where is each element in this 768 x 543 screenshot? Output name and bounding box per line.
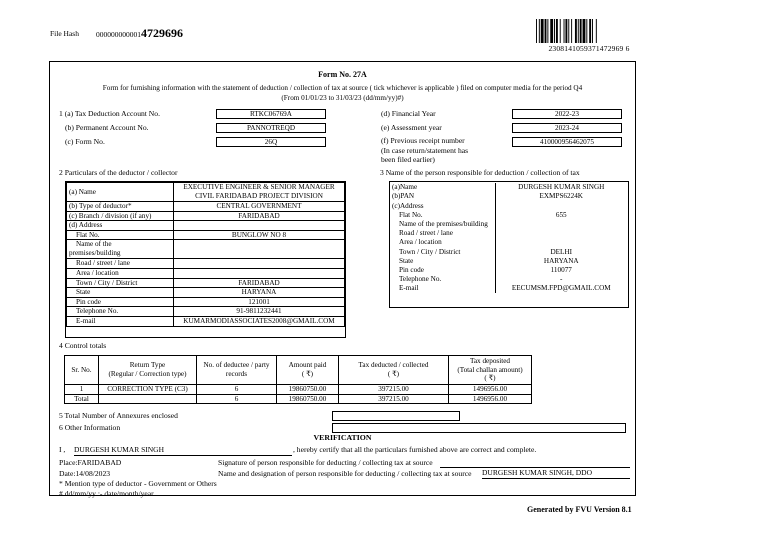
receipt-note-1: (In case return/statement has: [381, 146, 469, 155]
other-info-field: [332, 423, 626, 433]
person-email-label: E-mail: [399, 284, 419, 293]
verification-certify: , hereby certify that all the particulars furnished above are correct and complete.: [293, 445, 537, 454]
deductor-branch-label: (c) Branch / division (if any): [67, 211, 174, 221]
person-pan-label: (b)PAN: [392, 192, 415, 201]
fy-value: 2022-23: [512, 109, 622, 119]
control-totals-table: [64, 355, 532, 404]
deductor-town-label: Town / City / District: [67, 278, 174, 288]
deductor-premises-label: Name of the premises/building: [67, 240, 174, 259]
person-tel-label: Telephone No.: [399, 275, 442, 284]
deductor-state-label: State: [67, 288, 174, 298]
file-hash-value: 0000000000014729696: [96, 26, 183, 40]
col-tax-deposited: Tax deposited (Total challan amount) ( ₹): [449, 356, 532, 385]
responsible-person-box: [389, 181, 629, 308]
person-town-value: DELHI: [495, 247, 627, 256]
verification-heading: VERIFICATION: [313, 433, 372, 442]
form-period: (From 01/01/23 to 31/03/23 (dd/mm/yy)#): [281, 94, 404, 102]
form-title: Form No. 27A: [318, 70, 367, 79]
deductor-email-value: KUMARMODIASSOCIATES2008@GMAIL.COM: [174, 316, 345, 326]
table-row-total: Total 6 19860750.00 397215.00 1496956.00: [65, 394, 532, 404]
person-area-label: Area / location: [399, 238, 442, 247]
deductor-tel-value: 91-9811232441: [174, 307, 345, 317]
form-no-label: (c) Form No.: [65, 137, 105, 146]
person-state-value: HARYANA: [495, 257, 627, 266]
deductor-type-label: (b) Type of deductor*: [67, 202, 174, 212]
receipt-value: 410000956462075: [512, 137, 622, 147]
tan-value: RTKC06769A: [216, 109, 326, 119]
person-flat-value: 655: [495, 211, 627, 220]
deductor-type-value: CENTRAL GOVERNMENT: [174, 202, 345, 212]
annexures-field: [332, 411, 460, 421]
deductor-box: [65, 181, 346, 338]
section-4-heading: 4 Control totals: [59, 341, 107, 350]
deductor-town-value: FARIDABAD: [174, 278, 345, 288]
deductor-pin-value: 121001: [174, 297, 345, 307]
verification-i: I ,: [59, 445, 66, 454]
fy-label: (d) Financial Year: [381, 109, 436, 118]
verification-date: Date:14/08/2023: [59, 469, 111, 478]
person-flat-label: Flat No.: [399, 210, 423, 219]
receipt-note-2: been filed earlier): [381, 155, 435, 164]
person-pan-value: EXMPS6224K: [495, 192, 627, 201]
section-6-label: 6 Other Information: [59, 423, 121, 432]
form-subtitle: Form for furnishing information with the statement of deduction / collection of tax at source ( tick whichever is applicable ) filed on computer media for the period Q4: [102, 84, 583, 92]
table-row: 1 CORRECTION TYPE (C3) 6 19860750.00 397215.00 1496956.00: [65, 385, 532, 395]
col-amount-paid: Amount paid ( ₹): [277, 356, 339, 385]
deductor-branch-value: FARIDABAD: [174, 211, 345, 221]
person-tel-value: -: [495, 275, 627, 284]
person-email-value: EECUMSM.FPD@GMAIL.COM: [495, 284, 627, 293]
person-town-label: Town / City / District: [399, 247, 461, 256]
signature-label: Signature of person responsible for deducting / collecting tax at source: [218, 458, 433, 467]
deductor-name-value: EXECUTIVE ENGINEER & SENIOR MANAGER CIVIL FARIDABAD PROJECT DIVISION: [174, 183, 345, 202]
deductor-flat-label: Flat No.: [67, 230, 174, 240]
deductor-area-label: Area / location: [67, 268, 174, 278]
form-no-value: 26Q: [216, 137, 326, 147]
deductor-table: [66, 182, 345, 327]
col-deductee-count: No. of deductee / party records: [197, 356, 277, 385]
section-2-heading: 2 Particulars of the deductor / collector: [59, 168, 178, 177]
section-3-heading: 3 Name of the person responsible for deduction / collection of tax: [380, 168, 580, 177]
deductor-address-label: (d) Address: [67, 221, 174, 231]
page-header: [0, 0, 768, 60]
verification-place: Place:FARIDABAD: [59, 458, 122, 467]
designation-value: DURGESH KUMAR SINGH, DDO: [482, 469, 630, 479]
deductor-name-label: (a) Name: [67, 183, 174, 202]
ay-value: 2023-24: [512, 123, 622, 133]
person-premises-label: Name of the premises/building: [399, 220, 488, 229]
deductor-flat-value: BUNGLOW NO 8: [174, 230, 345, 240]
col-return-type: Return Type (Regular / Correction type): [99, 356, 197, 385]
deductor-tel-label: Telephone No.: [67, 307, 174, 317]
signature-line: [440, 459, 630, 468]
person-state-label: State: [399, 256, 414, 265]
pan-value: PANNOTREQD: [216, 123, 326, 133]
barcode-number: 2308141059371472969 6: [548, 44, 630, 53]
col-sr-no: Sr. No.: [65, 356, 99, 385]
tan-label: 1 (a) Tax Deduction Account No.: [59, 109, 160, 118]
pan-label: (b) Permanent Account No.: [65, 123, 149, 132]
note-deductor-type: * Mention type of deductor - Government or Others: [59, 479, 217, 488]
ay-label: (e) Assessment year: [381, 123, 442, 132]
deductor-road-label: Road / street / lane: [67, 259, 174, 269]
person-road-label: Road / street / lane: [399, 229, 453, 238]
person-address-label: (c)Address: [392, 201, 424, 210]
deductor-email-label: E-mail: [67, 316, 174, 326]
person-pin-label: Pin code: [399, 265, 424, 274]
section-5-label: 5 Total Number of Annexures enclosed: [59, 411, 178, 420]
barcode-image: [536, 19, 632, 43]
verifier-name: DURGESH KUMAR SINGH: [74, 446, 292, 456]
form-27a-frame: [49, 61, 636, 496]
deductor-pin-label: Pin code: [67, 297, 174, 307]
note-date-format: # dd/mm/yy :- date/month/year: [59, 489, 154, 498]
deductor-state-value: HARYANA: [174, 288, 345, 298]
person-name-value: DURGESH KUMAR SINGH: [495, 183, 627, 192]
designation-label: Name and designation of person responsible for deducting / collecting tax at source: [218, 469, 472, 478]
col-tax-deducted: Tax deducted / collected ( ₹): [339, 356, 449, 385]
person-pin-value: 110077: [495, 266, 627, 275]
person-name-label: (a)Name: [392, 183, 418, 192]
responsible-person-table: [390, 183, 627, 293]
generated-by-footer: Generated by FVU Version 8.1: [527, 505, 632, 514]
file-hash-label: File Hash: [50, 29, 79, 38]
receipt-label: (f) Previous receipt number: [381, 136, 465, 145]
